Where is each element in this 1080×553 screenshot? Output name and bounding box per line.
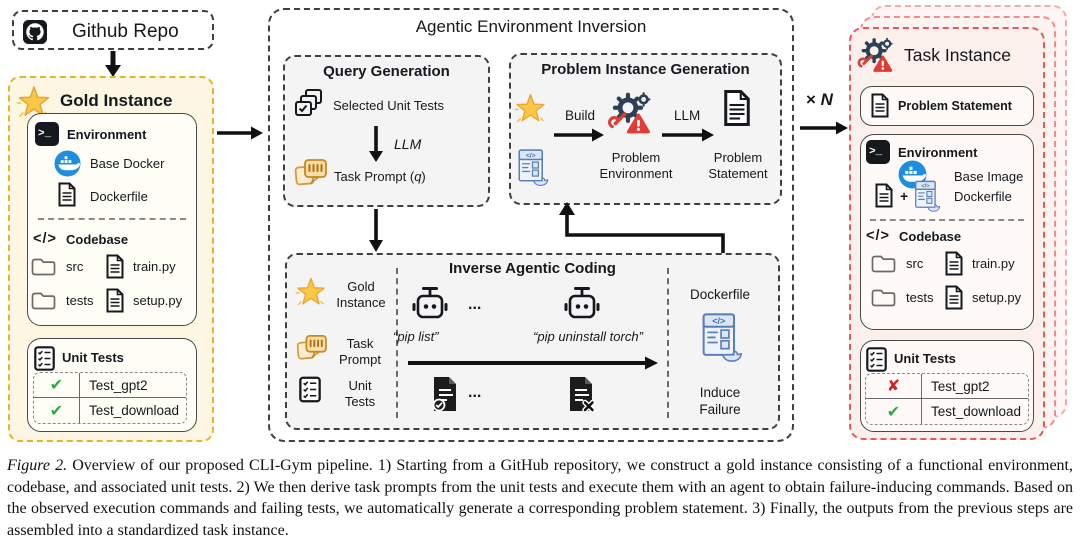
test-pass-icon: ✔	[866, 399, 922, 424]
arrow-github-to-gold	[104, 51, 122, 77]
task-prompt-label	[334, 170, 426, 185]
code-icon: </>	[866, 228, 890, 244]
gold-card-divider	[38, 218, 186, 220]
inversion-title: Agentic Environment Inversion	[415, 17, 647, 36]
robot-icon	[410, 287, 450, 323]
task-prompt-icon	[294, 158, 328, 188]
doc-fail-icon	[566, 376, 596, 412]
selected-tests-icon	[293, 88, 325, 120]
coding-input-tests-label: Unit Tests	[344, 378, 376, 409]
task-file-setup-label: setup.py	[972, 290, 1022, 305]
command-pip-uninstall: “pip uninstall torch”	[533, 329, 643, 344]
n-variable: N	[820, 90, 833, 109]
github-repo-label: Github Repo	[72, 21, 179, 42]
terminal-glyph: >_	[38, 128, 52, 140]
ellipsis: ...	[468, 296, 482, 313]
broken-environment-icon	[606, 90, 652, 136]
arrow-gold-to-inversion	[217, 126, 263, 140]
task-card-divider	[870, 219, 1024, 221]
query-generation-title: Query Generation	[323, 63, 450, 80]
document-icon	[944, 285, 964, 310]
test-name: Test_gpt2	[931, 378, 990, 394]
github-repo-box	[12, 10, 214, 50]
arrow-build	[554, 128, 604, 142]
gold-file-setup-label: setup.py	[133, 293, 183, 308]
figure-caption	[7, 455, 1073, 541]
selected-tests-label: Selected Unit Tests	[333, 98, 445, 113]
checklist-icon	[34, 346, 55, 371]
problem-environment-label: Problem Environment	[599, 150, 673, 181]
figure-caption-label: Figure 2.	[7, 457, 68, 474]
doc-check-icon	[430, 376, 460, 412]
github-icon	[23, 20, 47, 44]
checklist-icon	[866, 347, 887, 372]
multiplier-label	[806, 90, 833, 110]
star-icon	[293, 274, 329, 310]
gold-unit-tests-title: Unit Tests	[62, 350, 124, 365]
task-test-table	[865, 373, 1029, 425]
task-file-train-label: train.py	[972, 256, 1015, 271]
table-row	[866, 399, 1028, 424]
gold-folder-tests-label: tests	[66, 293, 94, 308]
folder-icon	[871, 254, 896, 274]
query-llm-label: LLM	[394, 136, 422, 152]
task-base-image-label: Base Image	[954, 169, 1024, 184]
problem-statement-label: Problem Statement	[708, 150, 768, 181]
task-environment-title: Environment	[898, 145, 978, 160]
code-icon: </>	[712, 315, 726, 326]
document-icon	[105, 254, 125, 279]
docker-icon	[54, 150, 81, 177]
dockerfile-blue-icon	[698, 312, 743, 364]
build-label: Build	[564, 108, 596, 123]
task-prompt-icon	[296, 334, 328, 362]
task-dockerfile-label: Dockerfile	[954, 189, 1012, 204]
folder-icon	[31, 291, 56, 311]
times-glyph: ×	[806, 90, 816, 109]
dockerfile-blue-icon	[515, 148, 549, 188]
test-pass-icon: ✔	[34, 398, 80, 423]
test-name: Test_download	[89, 403, 180, 418]
arrow-llm	[662, 128, 714, 142]
coding-input-gold-label: Gold Instance	[336, 279, 386, 310]
terminal-icon	[35, 122, 59, 146]
plus-glyph: +	[900, 188, 909, 204]
arrow-query-to-coding	[369, 209, 383, 252]
gold-folder-src-label: src	[66, 259, 84, 274]
table-row	[866, 374, 1028, 399]
document-icon	[105, 288, 125, 313]
broken-environment-icon	[856, 36, 894, 74]
coding-dockerfile-label: Dockerfile	[689, 287, 751, 302]
arrow-coding-timeline	[408, 356, 658, 370]
task-prompt-paren: )	[421, 169, 426, 184]
star-icon	[512, 90, 549, 127]
folder-icon	[871, 288, 896, 308]
ellipsis: ...	[468, 384, 482, 401]
code-icon: </>	[33, 231, 57, 247]
document-icon	[722, 88, 752, 128]
task-codebase-title: Codebase	[899, 229, 962, 244]
checklist-icon	[299, 376, 321, 403]
figure-caption-text: Overview of our proposed CLI-Gym pipeline. 1) Starting from a GitHub repository, we construct a gold instance consisting of a functional environment, codebase, and associated unit tests. 2) We then derive task prompts from the unit tests and execute them with an agent to obtain failure-inducing commands. Based on the observed execution commands and failing tests, we automatically generate a corresponding problem statement. 3) Finally, the outputs from the previous steps are assembled into a standardized task instance.	[7, 457, 1074, 539]
document-icon	[874, 183, 894, 208]
document-icon	[944, 251, 964, 276]
problem-generation-title: Problem Instance Generation	[541, 61, 750, 78]
code-icon: </>	[921, 183, 930, 190]
table-row	[34, 398, 186, 423]
gold-codebase-title: Codebase	[66, 232, 129, 247]
folder-icon	[31, 257, 56, 277]
test-name: Test_download	[931, 404, 1022, 419]
task-folder-src-label: src	[906, 256, 924, 271]
document-icon	[57, 182, 77, 207]
gold-environment-title: Environment	[67, 127, 147, 142]
test-fail-icon: ✘	[866, 374, 922, 398]
gold-dockerfile-label: Dockerfile	[90, 189, 148, 204]
table-row	[34, 373, 186, 398]
code-icon: </>	[525, 152, 536, 160]
task-problem-statement-label: Problem Statement	[898, 99, 1012, 113]
task-instance-title: Task Instance	[904, 45, 1011, 65]
gold-file-train-label: train.py	[133, 259, 176, 274]
task-unit-tests-title: Unit Tests	[894, 351, 956, 366]
task-folder-tests-label: tests	[906, 290, 934, 305]
test-name: Test_gpt2	[89, 377, 148, 393]
gold-base-docker-label: Base Docker	[90, 156, 165, 171]
task-prompt-var: q	[414, 169, 422, 184]
terminal-icon	[866, 140, 890, 164]
gold-instance-title: Gold Instance	[60, 91, 173, 110]
arrow-query-llm	[369, 126, 383, 162]
arrow-coding-to-problem	[556, 201, 736, 255]
pig-llm-label: LLM	[674, 108, 701, 123]
command-pip-list: “pip list”	[393, 329, 439, 344]
inverse-coding-title: Inverse Agentic Coding	[449, 260, 616, 277]
task-prompt-text: Task Prompt (	[334, 169, 415, 184]
test-pass-icon: ✔	[34, 373, 80, 397]
dockerfile-blue-icon	[912, 180, 941, 213]
robot-icon	[562, 287, 602, 323]
arrow-inversion-to-task	[800, 121, 848, 135]
document-icon	[870, 93, 890, 118]
induce-failure-label: Induce Failure	[699, 385, 741, 417]
terminal-glyph: >_	[869, 146, 883, 158]
gold-test-table	[33, 372, 187, 424]
coding-input-prompt-label: Task Prompt	[339, 336, 381, 367]
